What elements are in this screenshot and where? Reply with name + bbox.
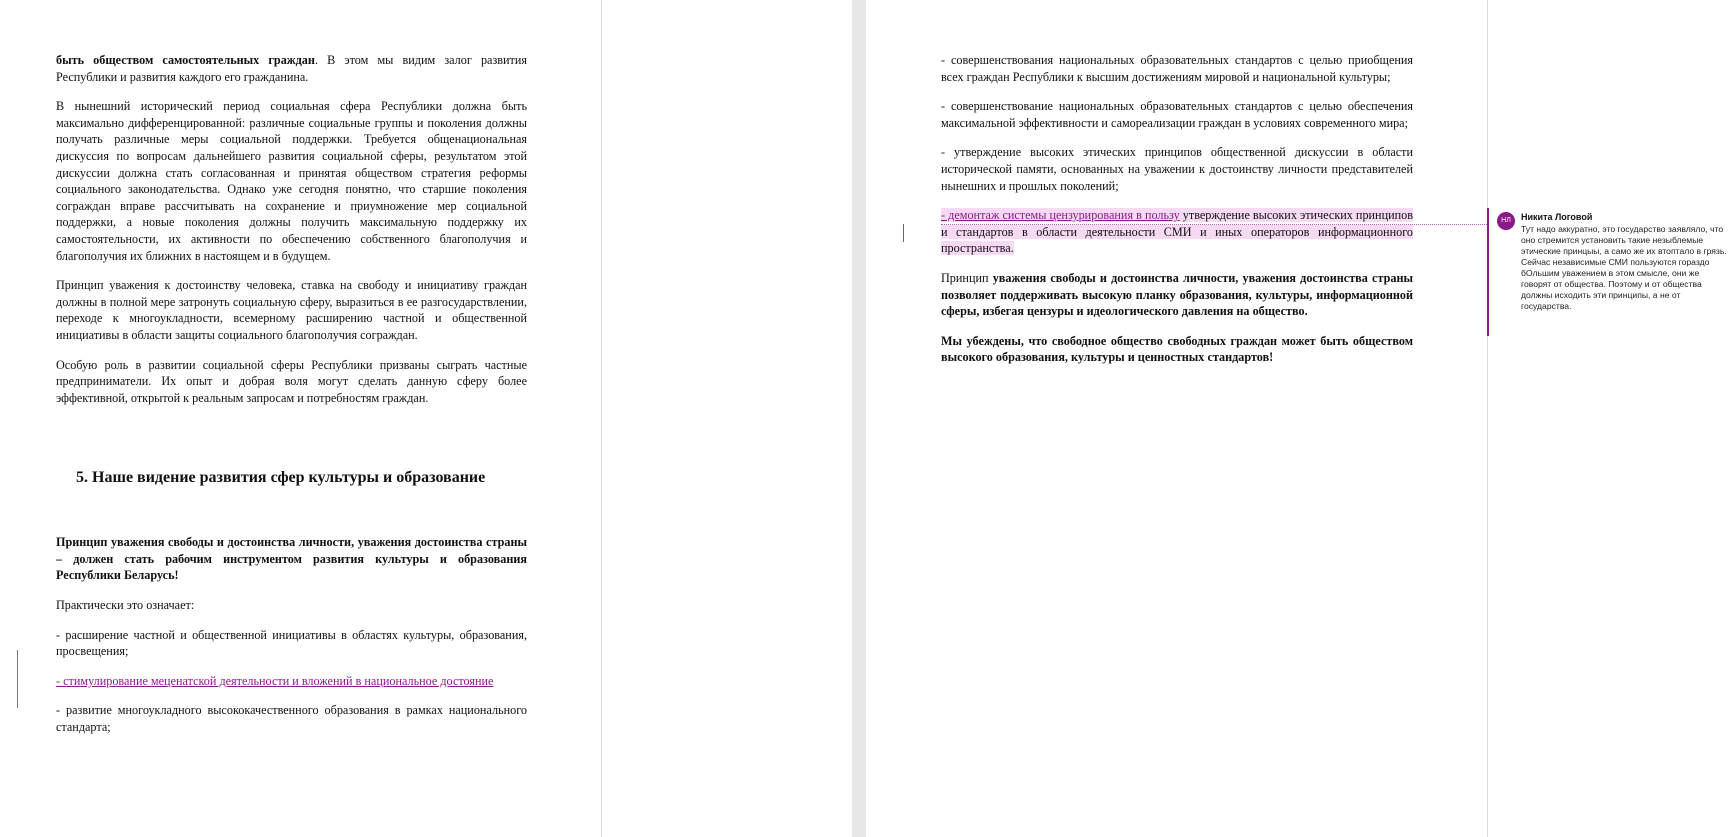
list-paragraph[interactable]: - развитие многоукладного высококачественного образования в рамках национального стандарта; (56, 703, 527, 735)
paragraph-bold[interactable]: Принцип уважения свободы и достоинства личности, уважения достоинства страны – должен стать рабочим инструментом развития культуры и образования Республики Беларусь! (56, 535, 527, 583)
document-page-left (0, 0, 602, 837)
list-paragraph-inserted[interactable] (56, 673, 527, 690)
page-right-text-column (941, 52, 1413, 379)
text: утверждение высоких этических принципов и стандартов в области деятельности СМИ и иных операторов информационного пространства. (941, 208, 1413, 256)
paragraph[interactable] (941, 270, 1413, 320)
paragraph[interactable]: Принцип уважения к достоинству человека, ставка на свободу и инициативу граждан должны в полной мере затронуть социальную сферу, выразиться в ее разгосударствлении, переходе к многоукладности, всемерному расширению частной и общественной инициативы в области защиты социального благополучия сограждан. (56, 278, 527, 342)
comment-connector-line (941, 224, 1487, 225)
paragraph-bold[interactable]: Мы убеждены, что свободное общество свободных граждан может быть обществом высокого образования, культуры и ценностных стандартов! (941, 333, 1413, 365)
text: Принцип (941, 270, 993, 285)
section-heading[interactable]: 5. Наше видение развития сфер культуры и образование (76, 469, 486, 487)
comments-pane (1488, 0, 1732, 837)
bold-text: быть обществом самостоятельных граждан (56, 53, 315, 67)
list-paragraph[interactable]: - утверждение высоких этических принципов общественной дискуссии в области исторической памяти, основанных на уважении к достоинству личности представителей нынешних и прошлых поколений; (941, 145, 1413, 193)
paragraph[interactable]: Особую роль в развитии социальной сферы Республики призваны сыграть частные предприниматели. Их опыт и добрая воля могут сделать данную сферу более эффективной, открытой к реальным запросам и потребностям граждан. (56, 357, 527, 405)
tracked-insertion[interactable]: - стимулирование меценатской деятельности и вложений в национальное достояние (56, 673, 494, 688)
change-bar (903, 224, 904, 242)
commented-paragraph[interactable] (941, 207, 1413, 257)
avatar: НЛ (1497, 212, 1515, 230)
list-paragraph[interactable]: - расширение частной и общественной инициативы в областях культуры, образования, просвещения; (56, 627, 527, 659)
comment-highlight[interactable] (941, 208, 1413, 255)
page-left-text-column (56, 52, 527, 749)
paragraph[interactable] (56, 52, 527, 85)
tracked-insertion[interactable]: - демонтаж системы цензурирования в пользу (941, 208, 1180, 223)
text: . В этом мы видим залог развития Республики и развития каждого его гражданина. (56, 53, 528, 84)
paragraph[interactable]: В нынешний исторический период социальная сфера Республики должна быть максимально дифференцированной: различные социальные группы и поколения должны получать различные меры социальной поддержки. Требуется общенациональная дискуссия по вопросам дальнейшего развития социальной сферы, результатом этой дискуссии должна стать согласованная и принятая обществом стратегия реформы социального законодательства. Однако уже сегодня понятно, что старшие поколения сограждан вправе рассчитывать на сохранение и приумножение мер социальной поддержки, а новые поколения должны получить максимальную поддержку их самостоятельности, их активности по обеспечению собственного благополучия и благополучия их ближних в настоящем и в будущем. (56, 99, 527, 263)
bold-text: уважения свободы и достоинства личности, уважения достоинства страны позволяет поддерживать высокую планку образования, культуры, информационной сферы, избегая цензуры и идеологического давления на общество. (941, 270, 1413, 319)
comment-card[interactable] (1487, 208, 1731, 336)
document-page-right (866, 0, 1488, 837)
paragraph[interactable]: Практически это означает: (56, 598, 195, 613)
page-gutter (852, 0, 866, 837)
list-paragraph[interactable]: - совершенствования национальных образовательных стандартов с целью приобщения всех граждан Республики к высшим достижениям мировой и национальной культуры; (941, 53, 1413, 84)
comment-text[interactable]: Тут надо аккуратно, это государство заявляло, что оно стремится установить такие незыблемые этические принцыы, а само же их втоптало в грязь. Сейчас независимые СМИ пользуются гораздо бОльшим уважением в этом смысле, они же говорят от общества. Поэтому и от общества должны исходить эти принципы, а не от государства. (1521, 224, 1727, 311)
list-paragraph[interactable]: - совершенствование национальных образовательных стандартов с целью обеспечения максимальной эффективности и самореализации граждан в условиях современного мира; (941, 99, 1413, 130)
comment-author: Никита Логовой (1521, 212, 1593, 222)
change-bar (17, 650, 18, 708)
